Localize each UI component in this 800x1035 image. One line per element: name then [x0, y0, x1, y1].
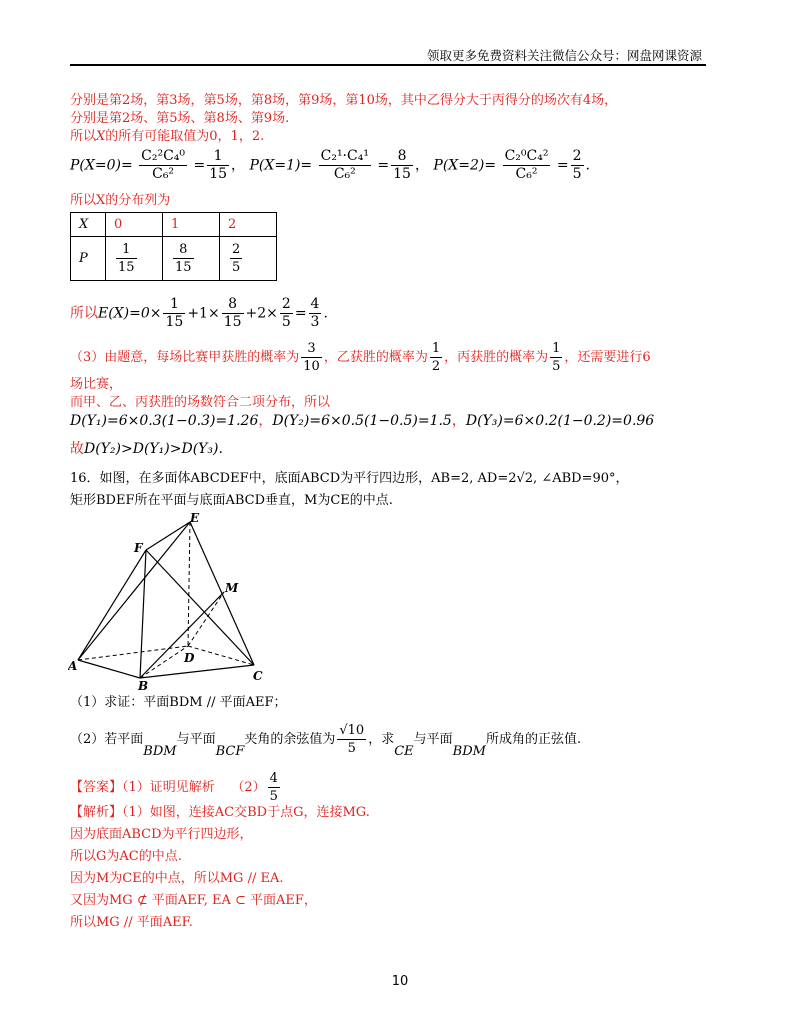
probability-line: P(X=0)= $\frac{\text{C₂²C₄⁰}}{\text{C₆²}}$ = $\frac{1}{15}$ ， P(X=1)= $\frac{\text{C₂¹·C₄¹}}{\text{C₆²}}$ = $\frac{8}{15}$ ， P(X=2)= $\frac{\text{C₂⁰C₄²}}{\text{C₆²}}$ = $\frac{2}{5}$ .	[70, 148, 590, 182]
table-cell: 1	[163, 213, 220, 237]
edge-DC	[188, 646, 254, 665]
label-M: M	[225, 581, 239, 595]
dist-caption: 所以X的分布列为	[70, 193, 171, 208]
table-cell: $\frac{1}{15}$	[106, 237, 163, 281]
label-B: B	[138, 679, 149, 690]
label-C: C	[253, 669, 263, 683]
text-line: 场比赛，	[70, 377, 123, 392]
table-cell: 0	[106, 213, 163, 237]
table-cell: 2	[220, 213, 277, 237]
page-header: 领取更多免费资料关注微信公众号：网盘网课资源	[426, 48, 702, 63]
problem-line: 矩形BDEF所在平面与底面ABCD垂直，M为CE的中点.	[70, 493, 393, 508]
question-1: （1）求证：平面BDM // 平面AEF；	[70, 695, 287, 710]
table-row	[71, 213, 277, 237]
analysis-line: 【解析】（1）如图，连接AC交BD于点G，连接MG.	[70, 805, 370, 820]
edge-BM	[140, 592, 224, 678]
text-line: （3）由题意，每场比赛甲获胜的概率为 $\frac{3}{10}$ ，乙获胜的概率为 $\frac{1}{2}$ ，丙获胜的概率为 $\frac{1}{5}$ ，还需要进行6	[70, 341, 651, 374]
edge-FE	[146, 522, 190, 550]
page-number: 10	[391, 974, 409, 989]
analysis-line: 所以MG // 平面AEF.	[70, 915, 193, 930]
text-line: 分别是第2场、第5场、第8场、第9场.	[70, 111, 290, 126]
table-cell: P	[71, 237, 106, 281]
label-F: F	[134, 541, 143, 555]
analysis-line: 所以G为AC的中点.	[70, 849, 182, 864]
edge-AB	[78, 660, 140, 678]
answer-line: 【答案】（1）证明见解析 （2） $\frac{4}{5}$	[70, 771, 278, 804]
distribution-table	[70, 212, 277, 281]
edge-AD	[78, 646, 188, 660]
table-cell: X	[71, 213, 106, 237]
label-D: D	[184, 651, 195, 665]
text-line: 而甲、乙、丙获胜的场数符合二项分布，所以	[70, 395, 331, 410]
polyhedron-figure	[68, 510, 268, 694]
header-rule	[70, 64, 706, 66]
label-E: E	[190, 511, 200, 525]
analysis-line: 因为M为CE的中点，所以MG // EA.	[70, 871, 284, 886]
analysis-line: 因为底面ABCD为平行四边形，	[70, 827, 253, 842]
edge-FC	[146, 550, 254, 665]
analysis-line: 又因为MG ⊄ 平面AEF, EA ⊂ 平面AEF，	[70, 893, 317, 908]
conclusion-line: 故D(Y₂)>D(Y₁)>D(Y₃).	[70, 441, 223, 457]
variance-line: D(Y₁)=6×0.3(1−0.3)=1.26，D(Y₂)=6×0.5(1−0.5)=1.5，D(Y₃)=6×0.2(1−0.2)=0.96	[70, 413, 655, 429]
question-2: （2）若平面BDM与平面BCF夹角的余弦值为 $\frac{√10}{5}$ ，求CE与平面BDM所成角的正弦值.	[70, 723, 582, 759]
edge-AF	[78, 550, 146, 660]
edge-BC	[140, 665, 254, 678]
table-cell: $\frac{8}{15}$	[163, 237, 220, 281]
table-row	[71, 237, 277, 281]
problem-line: 16．如图，在多面体ABCDEF中，底面ABCD为平行四边形，AB=2, AD=2√2, ∠ABD=90°，	[70, 471, 629, 486]
expectation-line: 所以E(X)=0× $\frac{1}{15}$ +1× $\frac{8}{15}$ +2× $\frac{2}{5}$ = $\frac{4}{3}$ .	[70, 296, 328, 330]
text-line: 所以X的所有可能取值为0，1，2.	[70, 129, 265, 144]
edge-FB	[140, 550, 146, 678]
text-line: 分别是第2场，第3场，第5场，第8场，第9场，第10场，其中乙得分大于丙得分的场次有4场，	[70, 93, 618, 108]
label-A: A	[68, 659, 78, 673]
table-cell: $\frac{2}{5}$	[220, 237, 277, 281]
